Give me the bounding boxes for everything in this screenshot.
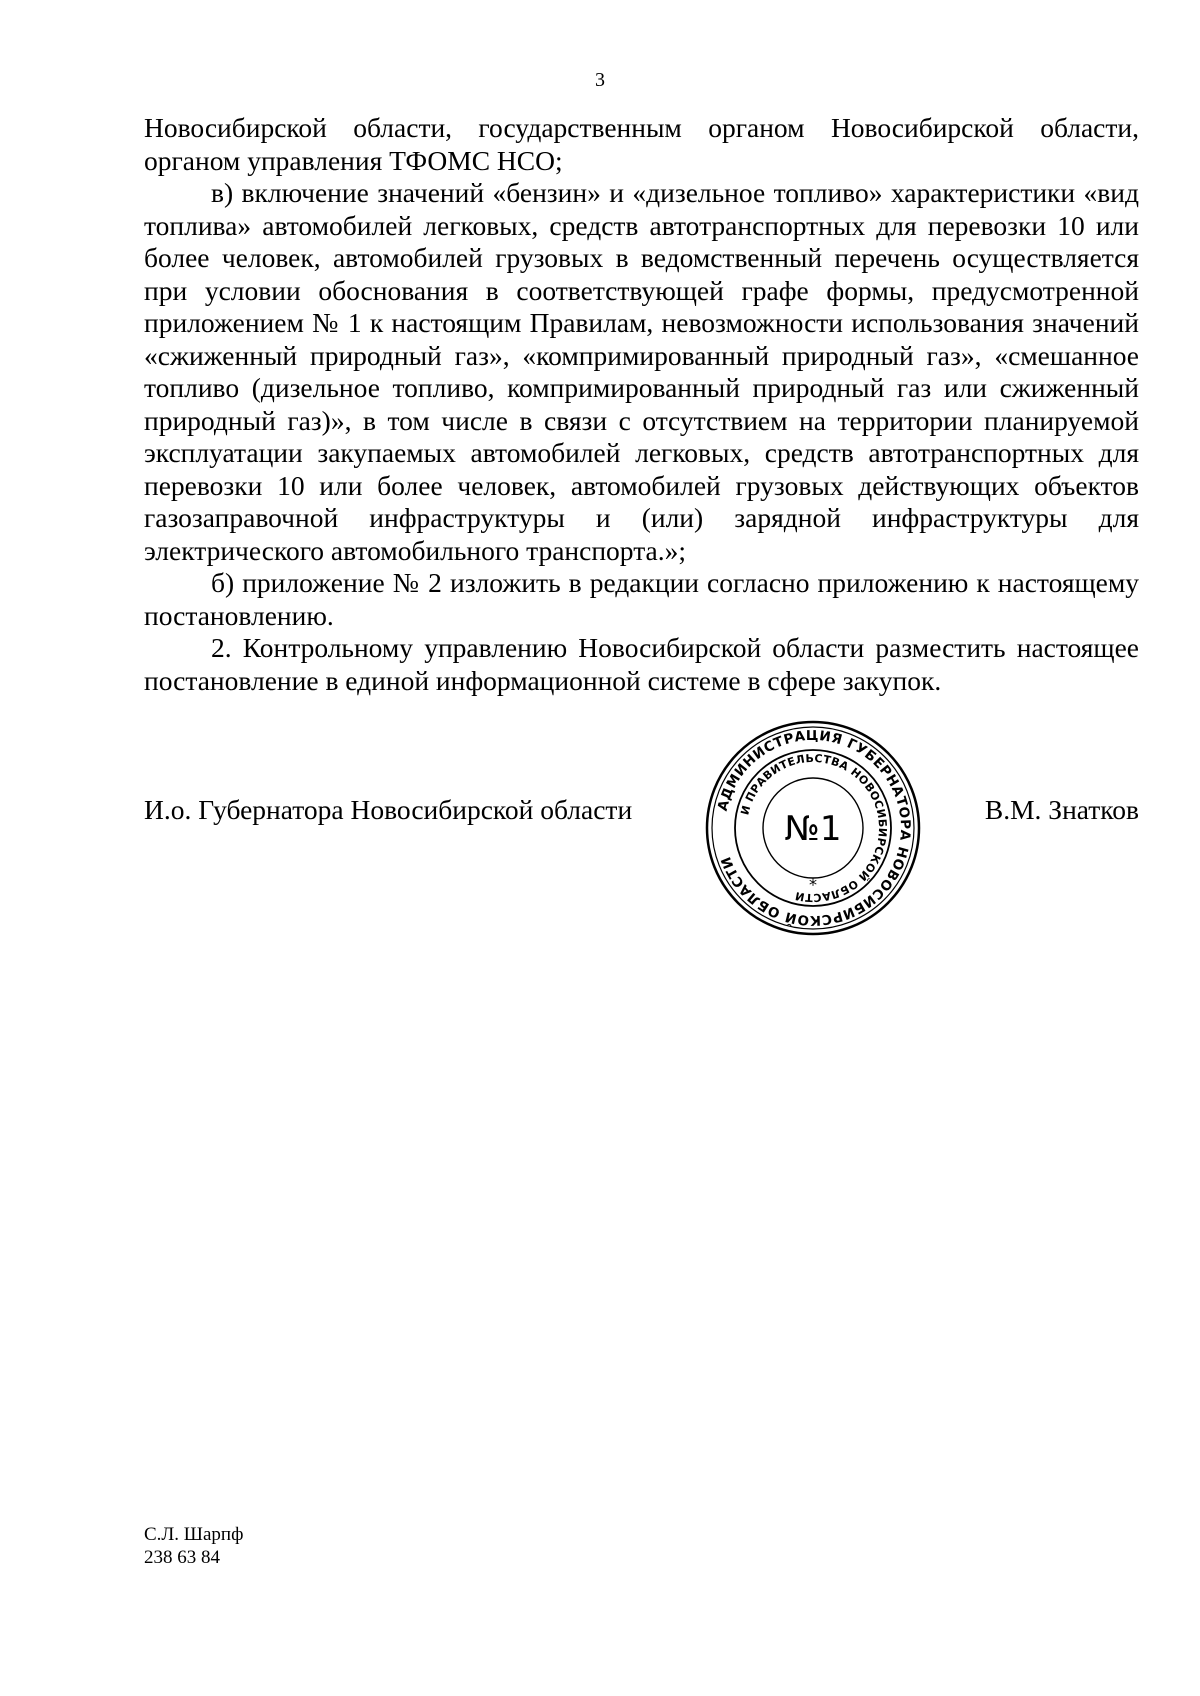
seal-outer-text: АДМИНИСТРАЦИЯ ГУБЕРНАТОРА НОВОСИБИРСКОЙ ОБЛАСТИ (714, 727, 914, 929)
seal-center-number: №1 (784, 809, 842, 849)
page-number: 3 (595, 69, 605, 91)
document-body (144, 112, 1139, 697)
signer-name: В.М. Знатков (984, 794, 1139, 825)
signature-block (144, 794, 1139, 834)
paragraph-item-b: б) приложение № 2 изложить в редакции согласно приложению к настоящему постановлению. (144, 567, 1139, 631)
paragraph-continuation: Новосибирской области, государственным органом Новосибирской области, органом управления ТФОМС НСО; (144, 112, 1139, 176)
signer-position: И.о. Губернатора Новосибирской области (144, 794, 633, 825)
executor-name: С.Л. Шарпф (144, 1524, 244, 1545)
official-seal (703, 718, 923, 938)
executor-phone: 238 63 84 (144, 1547, 220, 1568)
seal-star-icon: * (809, 875, 817, 894)
seal-inner-text: И ПРАВИТЕЛЬСТВА НОВОСИБИРСКОЙ ОБЛАСТИ (738, 751, 890, 905)
seal-graphic (703, 718, 923, 938)
paragraph-item-v: в) включение значений «бензин» и «дизельное топливо» характеристики «вид топлива» автомобилей легковых, средств автотранспортных для перевозки 10 или более человек, автомобилей грузовых в ведомственный перечень осуществляется при условии обоснования в соответствующей графе формы, предусмотренной приложением № 1 к настоящим Правилам, невозможности использования значений «сжиженный природный газ», «компримированный природный газ», «смешанное топливо (дизельное топливо, компримированный природный газ или сжиженный природный газ)», в том числе в связи с отсутствием на территории планируемой эксплуатации закупаемых автомобилей легковых, средств автотранспортных для перевозки 10 или более человек, автомобилей грузовых действующих объектов газозаправочной инфраструктуры и (или) зарядной инфраструктуры для электрического автомобильного транспорта.»; (144, 177, 1139, 566)
paragraph-item-2: 2. Контрольному управлению Новосибирской области разместить настоящее постановление в единой информационной системе в сфере закупок. (144, 632, 1139, 696)
executor-info (144, 1523, 243, 1569)
